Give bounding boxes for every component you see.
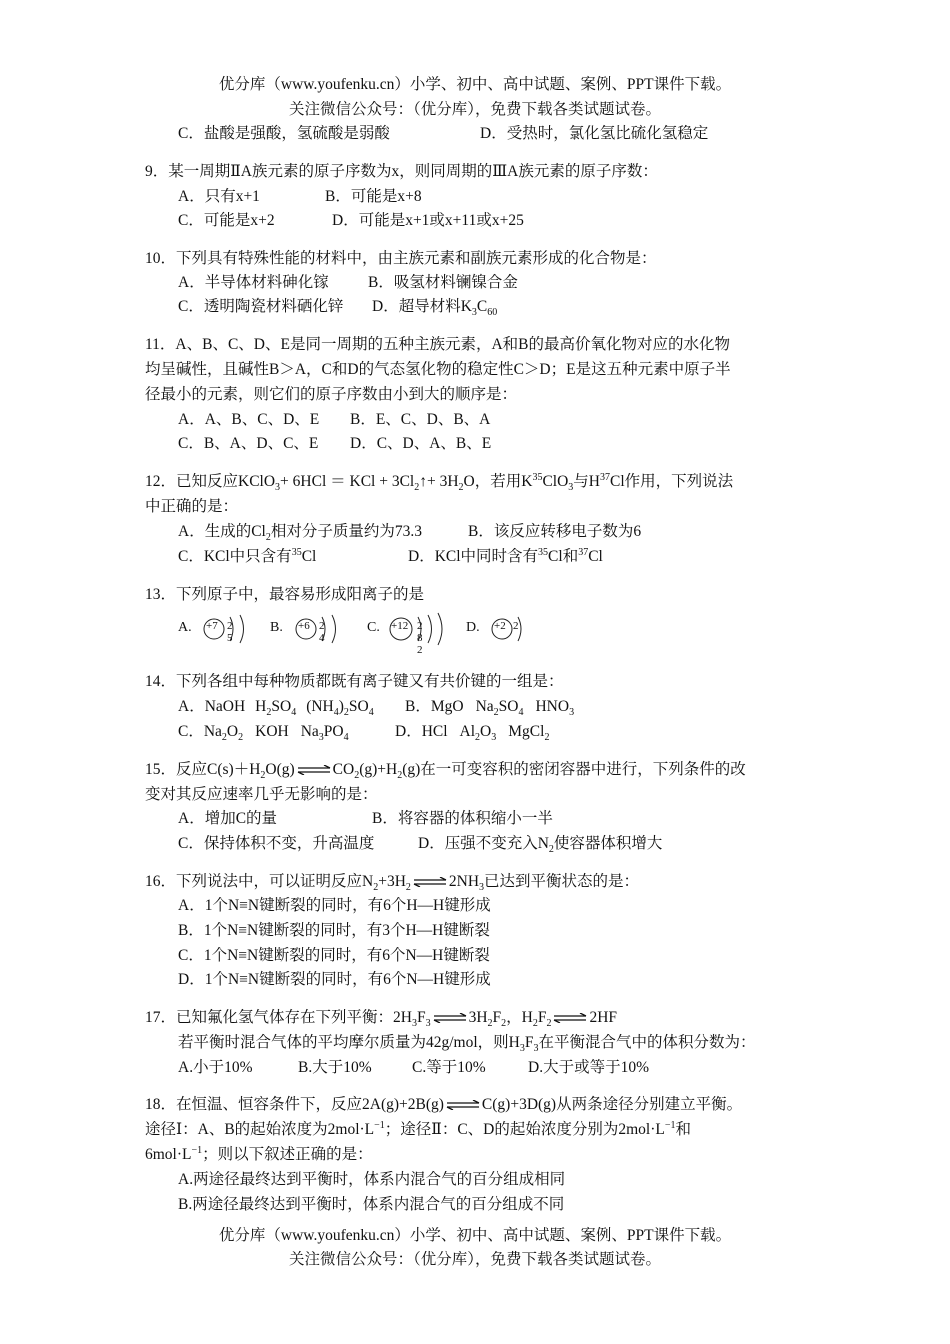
q14-option-d: D．HCl $Al_2O_3$ MgCl$_2$ [395,723,550,744]
q17-option-a: A.小于10% [178,1059,253,1076]
q16-option-d: D．1个N≡N键断裂的同时，有6个N—H键形成 [178,971,491,988]
q16-option-a: A．1个N≡N键断裂的同时，有6个H—H键形成 [178,897,491,914]
q13-option-b-nucleus: +6 [298,620,310,632]
header-line-1: 优分库（www.youfenku.cn）小学、初中、高中试题、案例、PPT课件下载。 [218,76,732,93]
q15-option-b: B．将容器的体积缩小一半 [372,810,553,827]
q13-option-c-nucleus: +12 [391,620,409,632]
q11-option-c: C．B、A、D、C、E [178,435,319,452]
q9-option-c: C．可能是x+2 [178,212,275,229]
q10-option-c: C．透明陶瓷材料硒化锌 [178,298,344,315]
equilibrium-arrow-icon [433,1013,467,1023]
q13-option-a-label: A. [178,620,192,635]
q9-option-b: B．可能是x+8 [325,188,422,205]
q11-option-a: A．A、B、C、D、E [178,411,320,428]
q13-option-a-shells: 2 5 [227,620,233,644]
q11-option-d: D．C、D、A、B、E [350,435,492,452]
q13-option-c-shells: 2 8 2 [417,620,423,656]
q13-option-a-nucleus: +7 [206,620,218,632]
q11-stem-line-3: 径最小的元素，则它们的原子序数由小到大的顺序是： [145,386,518,403]
q18-stem-line-3: $6mol\cdot L^{-1}$；则以下叙述正确的是： [145,1144,373,1163]
q10-option-b: B．吸氢材料镧镍合金 [368,274,518,291]
q16-option-c: C．1个N≡N键断裂的同时，有6个N—H键断裂 [178,947,490,964]
q12-option-b: B．该反应转移电子数为6 [468,523,642,540]
q17-option-b: B.大于10% [298,1059,372,1076]
q13-option-d-label: D. [466,620,480,635]
q9-stem: 9．某一周期ⅡA族元素的原子序数为x，则同周期的ⅢA族元素的原子序数： [145,163,658,180]
q13-option-b-shells: 2 4 [319,620,325,644]
q15-option-c: C．保持体积不变，升高温度 [178,835,375,852]
q11-option-b: B．E、C、D、B、A [350,411,491,428]
q17-stem-line-1: 17．已知氟化氢气体存在下列平衡：$2H_3F_3$ $3H_2F_2$，$H_2F_2$ 2HF [145,1009,618,1030]
q12-stem-line-2: 中正确的是： [145,498,239,515]
footer-line-2: 关注微信公众号：（优分库），免费下载各类试题试卷。 [288,1251,661,1268]
q14-option-b: B．MgO $Na_2SO_4$ $HNO_3$ [405,698,575,719]
q15-option-a: A．增加C的量 [178,810,278,827]
equilibrium-arrow-icon [297,765,331,775]
q14-option-c: C．$Na_2O_2$ KOH $Na_3PO_4$ [178,723,349,744]
q8-option-c: C．盐酸是强酸，氢硫酸是弱酸 [178,125,390,142]
q10-stem: 10．下列具有特殊性能的材料中，由主族元素和副族元素形成的化合物是： [145,250,657,267]
q17-option-c: C.等于10% [412,1059,486,1076]
q16-option-b: B．1个N≡N键断裂的同时，有3个H—H键断裂 [178,922,490,939]
q12-option-a: A．生成的$Cl_2$相对分子质量约为73.3 [178,523,422,544]
q16-stem: 16．下列说法中，可以证明反应$N_2+3H_2$ $2NH_3$已达到平衡状态的是： [145,873,640,894]
footer-line-1: 优分库（www.youfenku.cn）小学、初中、高中试题、案例、PPT课件下载。 [218,1227,732,1244]
q9-option-d: D．可能是x+1或x+11或x+25 [332,212,524,229]
q13-option-d-nucleus: +2 [494,620,506,632]
q8-option-d: D．受热时，氯化氢比硫化氢稳定 [480,125,709,142]
q17-stem-line-2: 若平衡时混合气体的平均摩尔质量为42g/mol，则$H_3F_3$在平衡混合气中的体积分数为： [178,1034,756,1055]
q10-option-d: D．超导材料$K_3C_{60}$ [372,298,498,319]
q18-stem-line-1: 18．在恒温、恒容条件下，反应2A(g)+2B(g) C(g)+3D(g)从两条途径分别建立平衡。 [145,1096,743,1113]
equilibrium-arrow-icon [446,1100,480,1110]
q13-option-b-label: B. [270,620,283,635]
q11-stem-line-2: 均呈碱性，且碱性B＞A，C和D的气态氢化物的稳定性C＞D；E是这五种元素中原子半 [145,361,731,378]
q13-option-c-label: C. [367,620,380,635]
q9-option-a: A．只有x+1 [178,188,260,205]
equilibrium-arrow-icon [553,1013,587,1023]
q15-stem-line-1: 15．反应$C(s)+H_2O(g)$ $CO_2(g)+H_2(g)$在一可变容积的密闭容器中进行，下列条件的改 [145,761,746,782]
equilibrium-arrow-icon [413,877,447,887]
q15-option-d: D．压强不变充入$N_2$使容器体积增大 [418,835,663,856]
q14-option-a: A．NaOH $H_2SO_4$ $(NH_4)_2SO_4$ [178,698,374,719]
q15-stem-line-2: 变对其反应速率几乎无影响的是： [145,786,378,803]
q10-option-a: A．半导体材料砷化镓 [178,274,329,291]
q13-option-d-shells: 2 [513,620,519,632]
q18-stem-line-2: 途径Ⅰ：A、B的起始浓度为$2mol\cdot L^{-1}$；途径Ⅱ：C、D的起始浓度分别为$2mol\cdot L^{-1}$和 [145,1119,692,1138]
header-line-2: 关注微信公众号：（优分库），免费下载各类试题试卷。 [288,101,661,118]
q11-stem-line-1: 11．A、B、C、D、E是同一周期的五种主族元素，A和B的最高价氧化物对应的水化物 [145,336,730,353]
q18-option-b: B.两途径最终达到平衡时，体系内混合气的百分组成不同 [178,1196,565,1213]
q13-stem: 13．下列原子中，最容易形成阳离子的是 [145,586,425,603]
q12-option-c: C．KCl中只含有$^{35}$Cl [178,546,317,565]
q14-stem: 14．下列各组中每种物质都既有离子键又有共价键的一组是： [145,673,564,690]
q12-option-d: D．KCl中同时含有$^{35}$Cl和$^{37}$Cl [408,546,603,565]
q17-option-d: D.大于或等于10% [528,1059,649,1076]
q12-stem-line-1: 12．已知反应KClO$_3$+ 6HCl ＝ KCl + $3Cl_2↑+ 3H_2O$，若用$K^{35}ClO_3$与$H^{37}Cl$作用，下列说法 [145,471,734,494]
q18-option-a: A.两途径最终达到平衡时，体系内混合气的百分组成相同 [178,1171,566,1188]
